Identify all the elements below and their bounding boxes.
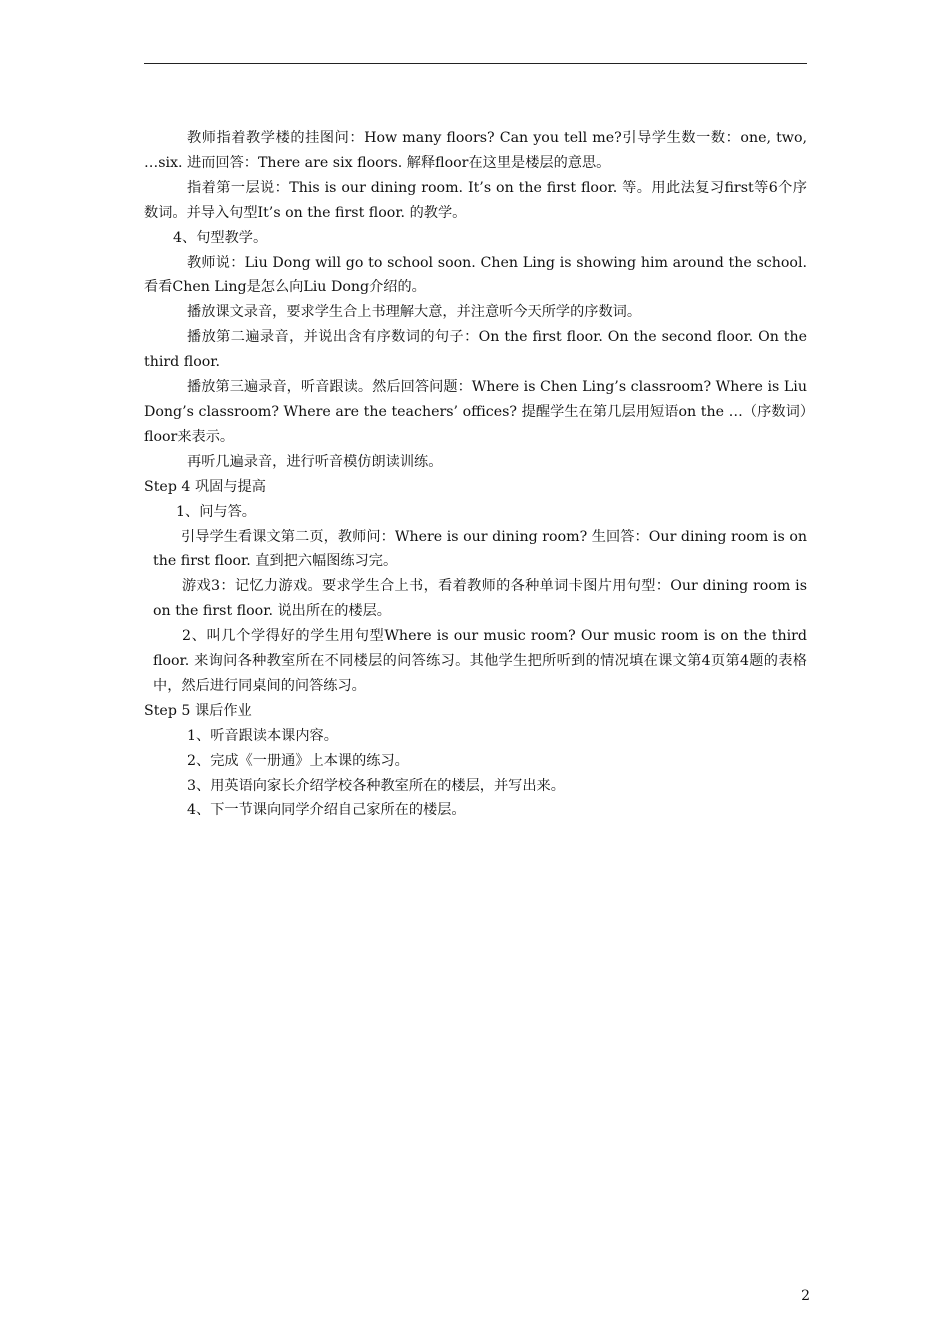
paragraph: 引导学生看课文第二页，教师问：Where is our dining room? 生回答：Our dining room is on the first floor. 直到把六幅图练习完。: [153, 528, 807, 570]
section-heading: Step 5 课后作业: [144, 702, 252, 719]
paragraph: 指着第一层说：This is our dining room. It’s on the first floor. 等。用此法复习first等6个序数词。并导入句型It’s on the first floor. 的教学。: [144, 179, 807, 221]
page-number: 2: [801, 1288, 810, 1304]
paragraph: 4、句型教学。: [173, 229, 268, 246]
paragraph: 教师说：Liu Dong will go to school soon. Chen Ling is showing him around the school. 看看Chen Ling是怎么向Liu Dong介绍的。: [144, 254, 807, 296]
list-item: 4、下一节课向同学介绍自己家所在的楼层。: [187, 802, 466, 819]
list-item: 3、用英语向家长介绍学校各种教室所在的楼层，并写出来。: [187, 777, 565, 794]
section-heading: Step 4 巩固与提高: [144, 478, 266, 495]
header-rule: [144, 63, 807, 64]
paragraph: 1、问与答。: [176, 503, 256, 520]
paragraph: 播放第三遍录音，听音跟读。然后回答问题：Where is Chen Ling’s classroom? Where is Liu Dong’s classroom? Where are the teachers’ offices? 提醒学生在第几层用短语on the …（序数词）floor来表示。: [144, 379, 807, 445]
paragraph: 再听几遍录音，进行听音模仿朗读训练。: [187, 453, 443, 470]
paragraph: 播放课文录音，要求学生合上书理解大意，并注意听今天所学的序数词。: [187, 304, 642, 321]
list-item: 1、听音跟读本课内容。: [187, 727, 338, 744]
document-body: [144, 126, 807, 823]
paragraph: 播放第二遍录音，并说出含有序数词的句子：On the first floor. On the second floor. On the third floor.: [144, 329, 807, 371]
paragraph: 教师指着教学楼的挂图问：How many floors? Can you tell me?引导学生数一数：one, two, …six. 进而回答：There are six floors. 解释floor在这里是楼层的意思。: [144, 130, 807, 171]
paragraph: 游戏3：记忆力游戏。要求学生合上书，看着教师的各种单词卡图片用句型：Our dining room is on the first floor. 说出所在的楼层。: [153, 578, 807, 620]
paragraph: 2、叫几个学得好的学生用句型Where is our music room? Our music room is on the third floor. 来询问各种教室所在不同楼层的问答练习。其他学生把所听到的情况填在课文第4页第4题的表格中，然后进行同桌间的问答练习。: [153, 628, 807, 694]
list-item: 2、完成《一册通》上本课的练习。: [187, 752, 409, 769]
